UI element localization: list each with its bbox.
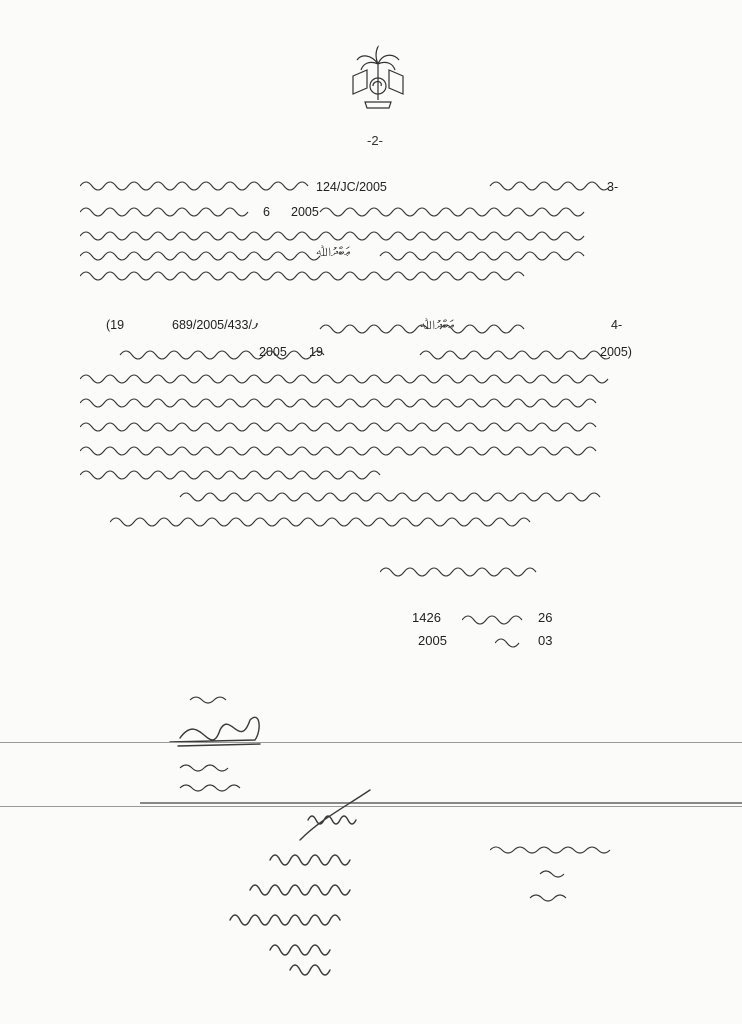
para4-paren-open: (19 xyxy=(106,318,125,332)
para4-thaana-text xyxy=(80,315,610,505)
para3-number: 124/JC/2005 xyxy=(316,180,387,194)
para4-label: 4- xyxy=(611,318,623,332)
hijri-month-text xyxy=(462,610,530,626)
gregorian-year: 2005 xyxy=(418,633,447,648)
page-number: -2- xyxy=(367,133,383,148)
para3-year: 2005 xyxy=(291,205,319,219)
office-stamp-text xyxy=(490,840,630,930)
handwritten-annotation xyxy=(210,780,420,990)
para4-ref: 689/2005/ފ/433 xyxy=(172,318,259,332)
para3-label: 3- xyxy=(607,180,619,194)
para4-name: ޢަބްދުﷲ xyxy=(420,318,455,332)
para3-name: ޢަބްދުﷲ xyxy=(316,245,351,259)
hijri-day: 26 xyxy=(538,610,553,625)
gregorian-day: 03 xyxy=(538,633,553,648)
para4-year-a: 2005) xyxy=(600,345,632,359)
para3-thaana-text xyxy=(80,172,610,282)
closing-thaana-line xyxy=(110,510,550,530)
state-emblem-icon xyxy=(343,42,413,114)
thaana-salutation xyxy=(380,562,540,580)
para4-year-b: 2005 xyxy=(259,345,287,359)
para3-day: 6 xyxy=(263,205,270,219)
divider-line xyxy=(0,742,742,743)
hijri-year: 1426 xyxy=(412,610,441,625)
para4-day: 19 xyxy=(309,345,323,359)
gregorian-month-text xyxy=(495,633,531,649)
